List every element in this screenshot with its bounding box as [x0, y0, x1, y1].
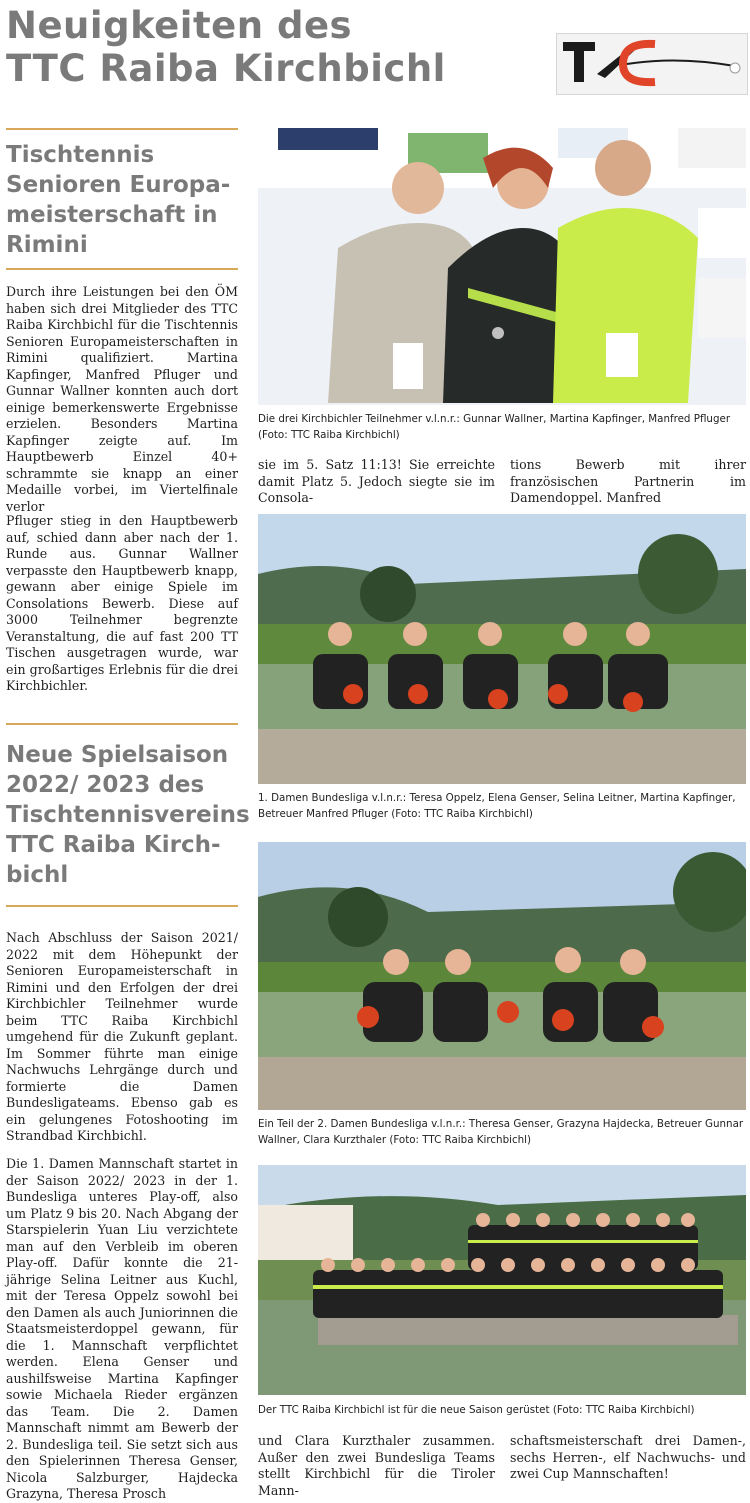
photo-caption-club: Der TTC Raiba Kirchbichl ist für die neue Saison gerüstet (Foto: TTC Raiba Kirchbichl): [258, 1404, 695, 1416]
article1-col3: tions Bewerb mit ihrer französischen Partnerin im Damendoppel. Manfred: [510, 457, 746, 505]
section-rule-bottom: [6, 268, 238, 270]
article2-col2: und Clara Kurzthaler zusammen. Außer den zwei Bundesliga Teams stellt Kirchbichl für die Tiroler Mann-: [258, 1433, 495, 1498]
photo-caption-team1: 1. Damen Bundesliga v.l.n.r.: Teresa Oppelz, Elena Genser, Selina Leitner, Martina Kapfinger, Betreuer Manfred Pfluger (Foto: TTC Raiba Kirchbichl): [258, 792, 736, 820]
article1-col1: Durch ihre Leistungen bei den ÖM haben sich drei Mitglieder des TTC Raiba Kirchbichl für die Tischtennis Senioren Europameisterschaften in Rimini qualifiziert. Martina Kapfinger, Manfred Pfluger und Gunnar Wallner konnten auch dort einige bemerkenswerte Ergebnisse erzielen. Besonders Martina Kapfinger zeigte auf. Im Hauptbewerb Einzel 40+ schrammte sie knapp an einer Medaille vorbei, im Viertelfinale verlor: [6, 284, 238, 514]
club-group-photo: [258, 1165, 746, 1395]
rimini-podium-photo: [258, 128, 746, 405]
article1-col2: sie im 5. Satz 11:13! Sie erreichte damit Platz 5. Jedoch siegte sie im Consola-: [258, 457, 495, 505]
section-rule-top: [6, 128, 238, 130]
article2-title: Neue Spielsaison 2022/ 2023 des Tischtennisvereins TTC Raiba Kirch-bichl: [6, 742, 250, 888]
article2-paragraph-1: Nach Abschluss der Saison 2021/ 2022 mit dem Höhepunkt der Senioren Europameisterschaft in Rimini und den Erfolgen der drei Kirchbichler Teilnehmer wurde beim TTC Raiba Kirchbichl umgehend für die Zukunft geplant. Im Sommer führte man einige Nachwuchs Lehrgänge durch und formierte die Damen Bundesligateams. Ebenso gab es ein gelungenes Fotoshooting im Strandbad Kirchbichl.: [6, 930, 238, 1143]
club-logo: [556, 33, 748, 95]
article1-col1-cont: Pfluger stieg in den Hauptbewerb auf, schied dann aber nach der 1. Runde aus. Gunnar Wallner verpasste den Hauptbewerb knapp, gewann aber einige Spiele im Consolations Bewerb. Diese auf 3000 Teilnehmer begrenzte Veranstaltung, die auf fast 200 TT Tischen ausgetragen wurde, war ein großartiges Erlebnis für die drei Kirchbichler.: [6, 513, 238, 693]
article2-col3: schaftsmeisterschaft drei Damen-, sechs Herren-, elf Nachwuchs- und zwei Cup Mannschaften!: [510, 1433, 746, 1481]
page-headline: [6, 4, 546, 90]
team1-lake-photo: [258, 514, 746, 784]
headline-line-2: TTC Raiba Kirchbichl: [6, 47, 446, 90]
section-rule-top-2: [6, 723, 238, 725]
article2-paragraph-2: Die 1. Damen Mannschaft startet in der Saison 2022/ 2023 in der 1. Bundesliga unteres Play-off, also um Platz 9 bis 20. Nach Abgang der Starspielerin Yuan Liu verzichtete man auf den Verbleib im oberen Play-off. Dafür konnte die 21-jährige Selina Leitner aus Kuchl, mit der Teresa Oppelz sowohl bei den Damen als auch Juniorinnen die Staatsmeisterdoppel gewann, für die 1. Mannschaft verpflichtet werden. Elena Genser und aushilfsweise Martina Kapfinger sowie Michaela Rieder ergänzen das Team. Die 2. Damen Mannschaft nimmt am Bewerb der 2. Bundesliga teil. Sie setzt sich aus den Spielerinnen Theresa Genser, Nicola Salzburger, Hajdecka Grazyna, Theresa Prosch: [6, 1156, 238, 1501]
photo-caption-rimini: Die drei Kirchbichler Teilnehmer v.l.n.r.: Gunnar Wallner, Martina Kapfinger, Manfred Pfluger (Foto: TTC Raiba Kirchbichl): [258, 413, 731, 441]
article1-title: Tischtennis Senioren Europa-meisterschaft in Rimini: [6, 142, 231, 258]
headline-line-1: Neuigkeiten des: [6, 4, 353, 47]
photo-caption-team2: Ein Teil der 2. Damen Bundesliga v.l.n.r.: Theresa Genser, Grazyna Hajdecka, Betreuer Gunnar Wallner, Clara Kurzthaler (Foto: TTC Raiba Kirchbichl): [258, 1118, 744, 1146]
team2-lake-photo: [258, 842, 746, 1110]
section-rule-bottom-2: [6, 905, 238, 907]
svg-text:TTC: TTC: [558, 92, 561, 93]
